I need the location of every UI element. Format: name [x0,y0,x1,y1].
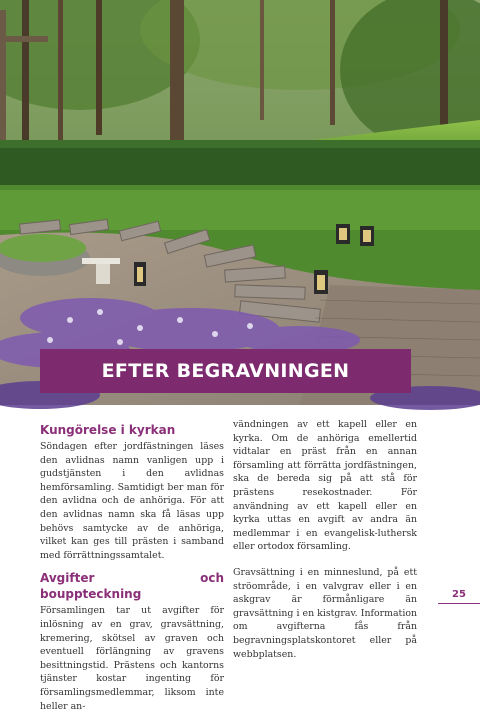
paragraph-gravsattning: Gravsättning i en minneslund, på ett ströområde, i en valvgrav eller i en askgrav är förmånligare än gravsättning i en kistgrav. Information om avgifterna fås från begravningsplatskontoret eller på webbplatsen. [233,566,417,660]
section-title-banner [40,349,411,393]
paragraph-avgifter: Församlingen tar ut avgifter för inlösning av en grav, gravsättning, kremering, skötsel av graven och eventuell förlängning av gravens besittningstid. Prästens och kantorns tjänster kostar ingenting för församlingsmedlemmar, liksom inte heller an- [40,605,224,712]
paragraph-kungorelse: Söndagen efter jordfästningen läses den avlidnas namn vanligen upp i gudstjänsten i den avlidnas hemförsamling. Samtidigt ber man för den avlidna och de anhöriga. För att den avlidnas namn ska få läsas upp behövs samtycke av de anhöriga, vilket kan ges till prästen i samband med förrättningssamtalet. [40,441,224,561]
heading-avgifter: Avgifter och bouppteckning [40,571,224,602]
right-column [233,418,417,661]
page-number-rule [438,603,480,604]
page-title: EFTER BEGRAVNINGEN [101,360,350,382]
paragraph-continuation: vändningen av ett kapell eller en kyrka. Om de anhöriga emellertid vidtalar en präst från en annan församling att förrätta jordfästningen, ska de bereda sig på att stå för prästens resekostnader. För användning av ett kapell eller en kyrka uttas en avgift av andra än medlemmar i en evangelisk-luthersk eller ortodox församling. [233,419,417,553]
page-number: 25 [452,589,466,600]
left-column [40,418,224,713]
heading-kungorelse: Kungörelse i kyrkan [40,423,176,437]
